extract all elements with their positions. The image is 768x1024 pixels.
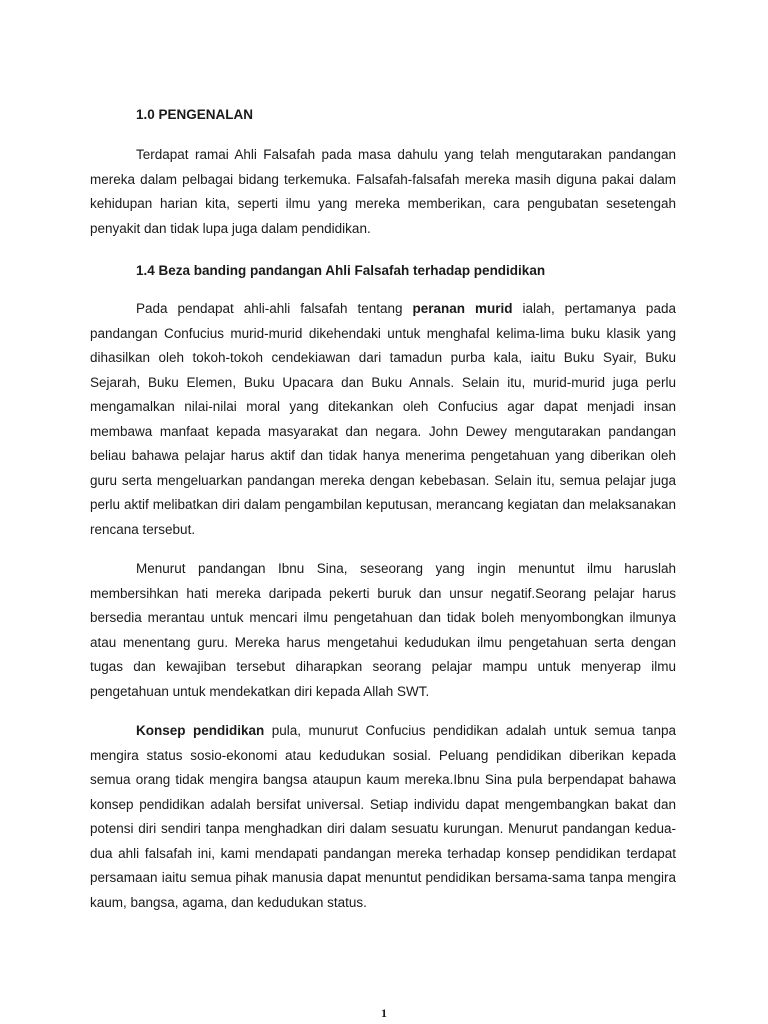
section-heading-beza-banding: 1.4 Beza banding pandangan Ahli Falsafah terhadap pendidikan bbox=[136, 263, 546, 278]
paragraph-text: ialah, pertamanya pada pandangan Confucius murid-murid dikehendaki untuk menghafal kelima-lima buku klasik yang dihasilkan oleh tokoh-tokoh cendekiawan dari tamadun purba kala, iaitu Buku Syair, Buku Sejarah, Buku Elemen, Buku Upacara dan Buku Annals. Selain itu, murid-murid juga perlu mengamalkan nilai-nilai moral yang ditekankan oleh Confucius agar dapat menjadi insan membawa manfaat kepada masyarakat dan negara. John Dewey mengutarakan pandangan beliau bahawa pelajar harus aktif dan tidak hanya menerima pengetahuan yang diberikan oleh guru serta mengeluarkan pandangan mereka dengan kebebasan. Selain itu, semua pelajar juga perlu aktif melibatkan diri dalam pengambilan keputusan, merancang kegiatan dan melaksanakan rencana tersebut. bbox=[90, 301, 676, 537]
paragraph-pengenalan: Terdapat ramai Ahli Falsafah pada masa dahulu yang telah mengutarakan pandangan mereka dalam pelbagai bidang terkemuka. Falsafah-falsafah mereka masih diguna pakai dalam kehidupan harian kita, seperti ilmu yang mereka memberikan, cara pengubatan sesetengah penyakit dan tidak lupa juga dalam pendidikan. bbox=[90, 147, 676, 236]
paragraph-peranan-murid bbox=[90, 297, 676, 542]
page-number: 1 bbox=[381, 1006, 387, 1020]
paragraph-konsep-pendidikan bbox=[90, 719, 676, 915]
bold-term-konsep-pendidikan: Konsep pendidikan bbox=[136, 723, 265, 738]
paragraph-text: Pada pendapat ahli-ahli falsafah tentang bbox=[136, 301, 413, 316]
section-heading-pengenalan: 1.0 PENGENALAN bbox=[136, 107, 254, 122]
bold-term-peranan-murid: peranan murid bbox=[412, 301, 513, 316]
paragraph-ibnu-sina: Menurut pandangan Ibnu Sina, seseorang yang ingin menuntut ilmu haruslah membersihkan hati mereka daripada pekerti buruk dan unsur negatif.Seorang pelajar harus bersedia merantau untuk mencari ilmu pengetahuan dan tidak boleh menyombongkan ilmunya atau menentang guru. Mereka harus mengetahui kedudukan ilmu pengetahuan serta dengan tugas dan kewajiban tersebut diharapkan seorang pelajar mampu untuk menyerap ilmu pengetahuan untuk mendekatkan diri kepada Allah SWT. bbox=[90, 561, 676, 699]
paragraph-text: pula, munurut Confucius pendidikan adalah untuk semua tanpa mengira status sosio-ekonomi atau kedudukan sosial. Peluang pendidikan diberikan kepada semua orang tidak mengira bangsa ataupun kaum mereka.Ibnu Sina pula berpendapat bahawa konsep pendidikan adalah bersifat universal. Setiap individu dapat mengembangkan bakat dan potensi diri sendiri tanpa menghadkan diri dalam sesuatu kurungan. Menurut pandangan kedua-dua ahli falsafah ini, kami mendapati pandangan mereka terhadap konsep pendidikan terdapat persamaan iaitu semua pihak manusia dapat menuntut pendidikan bersama-sama tanpa mengira kaum, bangsa, agama, dan kedudukan status. bbox=[90, 723, 676, 910]
